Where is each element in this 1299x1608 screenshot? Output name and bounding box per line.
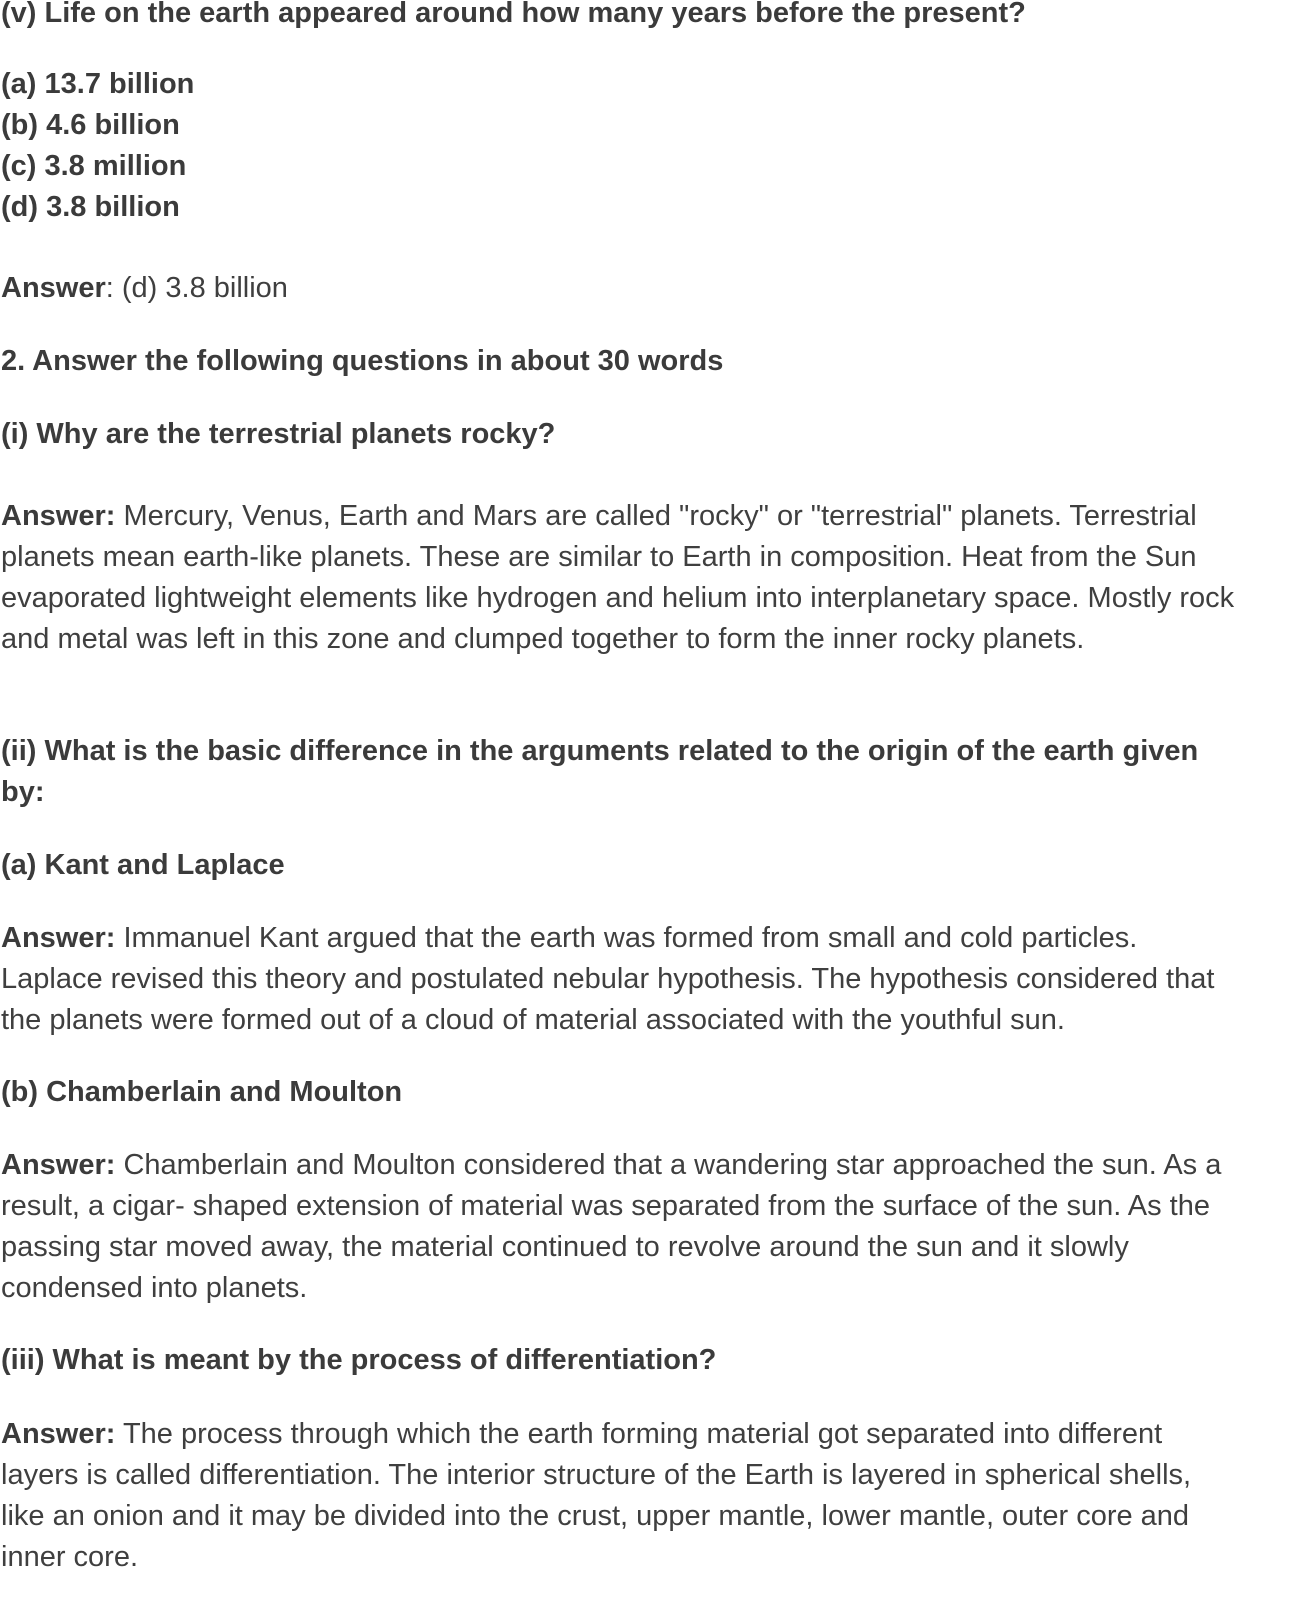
subheading-kant-laplace: (a) Kant and Laplace <box>1 849 285 881</box>
options-list-v <box>1 64 1281 228</box>
answer-line: the planets were formed out of a cloud of material associated with the youthful sun. <box>1 1004 1065 1036</box>
answer-line: Immanuel Kant argued that the earth was formed from small and cold particles. <box>123 922 1138 954</box>
answer-line: layers is called differentiation. The interior structure of the Earth is layered in spherical shells, <box>1 1459 1192 1491</box>
option-b: (b) 4.6 billion <box>1 109 180 141</box>
answer-line: planets mean earth-like planets. These are similar to Earth in composition. Heat from the Sun <box>1 541 1197 573</box>
answer-label: Answer: <box>1 922 116 954</box>
subheading-chamberlain-moulton: (b) Chamberlain and Moulton <box>1 1076 403 1108</box>
answer-line: and metal was left in this zone and clumped together to form the inner rocky planets. <box>1 623 1085 655</box>
answer-ii-a <box>1 918 1281 1041</box>
question-iii: (iii) What is meant by the process of differentiation? <box>1 1344 717 1376</box>
answer-i <box>1 496 1281 660</box>
question-i: (i) Why are the terrestrial planets rocky? <box>1 418 556 450</box>
answer-line: passing star moved away, the material continued to revolve around the sun and it slowly <box>1 1231 1129 1263</box>
answer-text: (d) 3.8 billion <box>121 272 288 304</box>
answer-separator: : <box>105 272 122 304</box>
answer-iii <box>1 1414 1281 1578</box>
answer-label: Answer: <box>1 500 116 532</box>
answer-line: like an onion and it may be divided into the crust, upper mantle, lower mantle, outer core and <box>1 1500 1190 1532</box>
answer-line: Chamberlain and Moulton considered that a wandering star approached the sun. As a <box>123 1149 1222 1181</box>
answer-line: result, a cigar- shaped extension of material was separated from the surface of the sun. As the <box>1 1190 1210 1222</box>
answer-v <box>1 268 1281 309</box>
answer-line: The process through which the earth forming material got separated into different <box>122 1418 1163 1450</box>
question-v: (v) Life on the earth appeared around how many years before the present? <box>1 0 1026 29</box>
answer-label: Answer: <box>1 1418 116 1450</box>
answer-label: Answer <box>1 272 106 304</box>
answer-line: Mercury, Venus, Earth and Mars are called "rocky" or "terrestrial" planets. Terrestrial <box>123 500 1197 532</box>
answer-line: condensed into planets. <box>1 1272 308 1304</box>
answer-ii-b <box>1 1145 1281 1309</box>
question-line: by: <box>1 776 45 808</box>
option-a: (a) 13.7 billion <box>1 68 195 100</box>
answer-line: inner core. <box>1 1541 139 1573</box>
option-c: (c) 3.8 million <box>1 150 187 182</box>
answer-line: evaporated lightweight elements like hydrogen and helium into interplanetary space. Mostly rock <box>1 582 1235 614</box>
question-ii <box>1 731 1281 813</box>
answer-line: Laplace revised this theory and postulated nebular hypothesis. The hypothesis considered that <box>1 963 1215 995</box>
section-heading: 2. Answer the following questions in about 30 words <box>1 345 724 377</box>
option-d: (d) 3.8 billion <box>1 191 180 223</box>
answer-label: Answer: <box>1 1149 116 1181</box>
question-line: (ii) What is the basic difference in the arguments related to the origin of the earth given <box>1 735 1199 767</box>
